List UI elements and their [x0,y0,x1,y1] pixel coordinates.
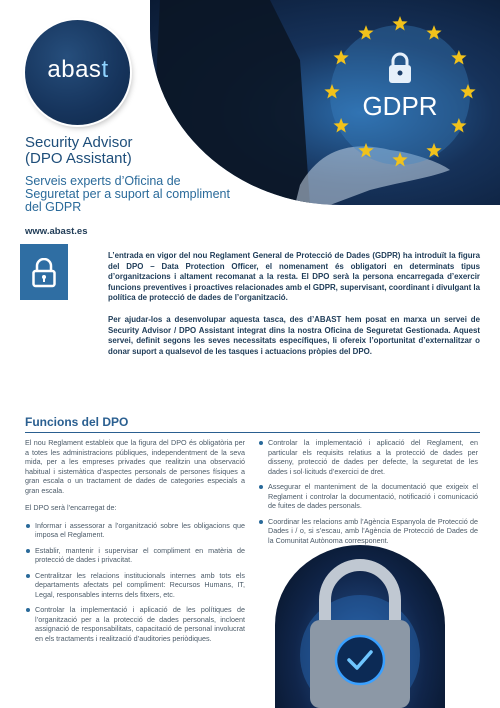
padlock-image [275,545,445,708]
left-bullet-list [25,521,245,644]
list-item: Informar i assessorar a l’organització sobre les obligacions que imposa el Reglament. [25,521,245,540]
logo-text-accent: t [101,56,109,83]
list-item: Controlar la implementació i aplicació de les polítiques de l’organització per a la protecció de dades personals, incloent assignació de responsabilitats, capacitació de personal involucrat en els tractaments i realització d’auditories periòdiques. [25,605,245,643]
left-column [25,438,245,649]
section-divider [25,432,480,433]
intro-paragraph-1: L’entrada en vigor del nou Reglament General de Protecció de Dades (GDPR) ha introduït la figura del DPO – Data Protection Officer, el nomenament és obligatori en determinats tipus d’organitzacions i altament recomanat a la resta. El DPO serà la persona encarregada d’exercir funcions preventives i proactives relacionades amb el GDPR, supervisant, coordinant i divulgant la política de protecció de dades de l’organització. [108,251,480,303]
left-paragraph: El nou Reglament estableix que la figura del DPO és obligatòria per a totes les administracions públiques, independentment de la seva mida, per a les empreses privades que realitzin una observació habitual i sistemàtica d’aspectes personals de persones físiques a gran escala o un tractament de dades de categories especials a gran escala. [25,438,245,495]
right-bullet-list [258,438,478,545]
intro-paragraph-2: Per ajudar-los a desenvolupar aquesta tasca, des d’ABAST hem posat en marxa un servei de Security Advisor / DPO Assistant integrat dins la nostra Oficina de Seguretat Gestionada. Aquest servei, definit segons les seves necessitats específiques, li ofereix l’oportunitat d’externalitzar o donar suport a qualsevol de les tasques i actuacions pròpies del DPO. [108,314,480,356]
list-item: Controlar la implementació i aplicació del Reglament, en particular els requisits relatius a la protecció de dades per disseny, protecció de dades per defecte, la seguretat de les dades i sol·licituds d’exercici de dret. [258,438,478,476]
lock-icon [32,258,56,288]
page-subtitle: Serveis experts d’Oficina de Seguretat per a suport al compliment del GDPR [25,174,230,214]
list-item: Centralitzar les relacions institucionals internes amb tots els departaments afectats pel compliment: Recursos Humans, IT, Legal, responsables interns dels fitxers, etc. [25,571,245,600]
left-intro: El DPO serà l’encarregat de: [25,503,117,512]
page-title [25,135,245,167]
logo-text [32,56,124,84]
section-title: Funcions del DPO [25,415,129,429]
gdpr-badge-text: GDPR [362,91,438,121]
website-link[interactable]: www.abast.es [25,226,88,237]
padlock-check-ring [336,636,384,684]
lock-badge [20,244,68,300]
list-item: Assegurar el manteniment de la documentació que exigeix el Reglament i controlar la documentació, notificació i comunicació de fuites de dades personals. [258,482,478,511]
title-line-1: Security Advisor [25,134,133,151]
list-item: Coordinar les relacions amb l’Agència Espanyola de Protecció de Dades i / o, si s’escau, amb l’Agència de Protecció de Dades de la Comunitat Autònoma corresponent. [258,517,478,546]
list-item: Establir, mantenir i supervisar el compliment en matèria de protecció de dades i privacitat. [25,546,245,565]
intro-text [108,251,480,368]
padlock-illustration [275,545,445,708]
right-column [258,438,478,551]
logo-text-main: abas [47,56,102,83]
title-line-2: (DPO Assistant) [25,150,132,167]
